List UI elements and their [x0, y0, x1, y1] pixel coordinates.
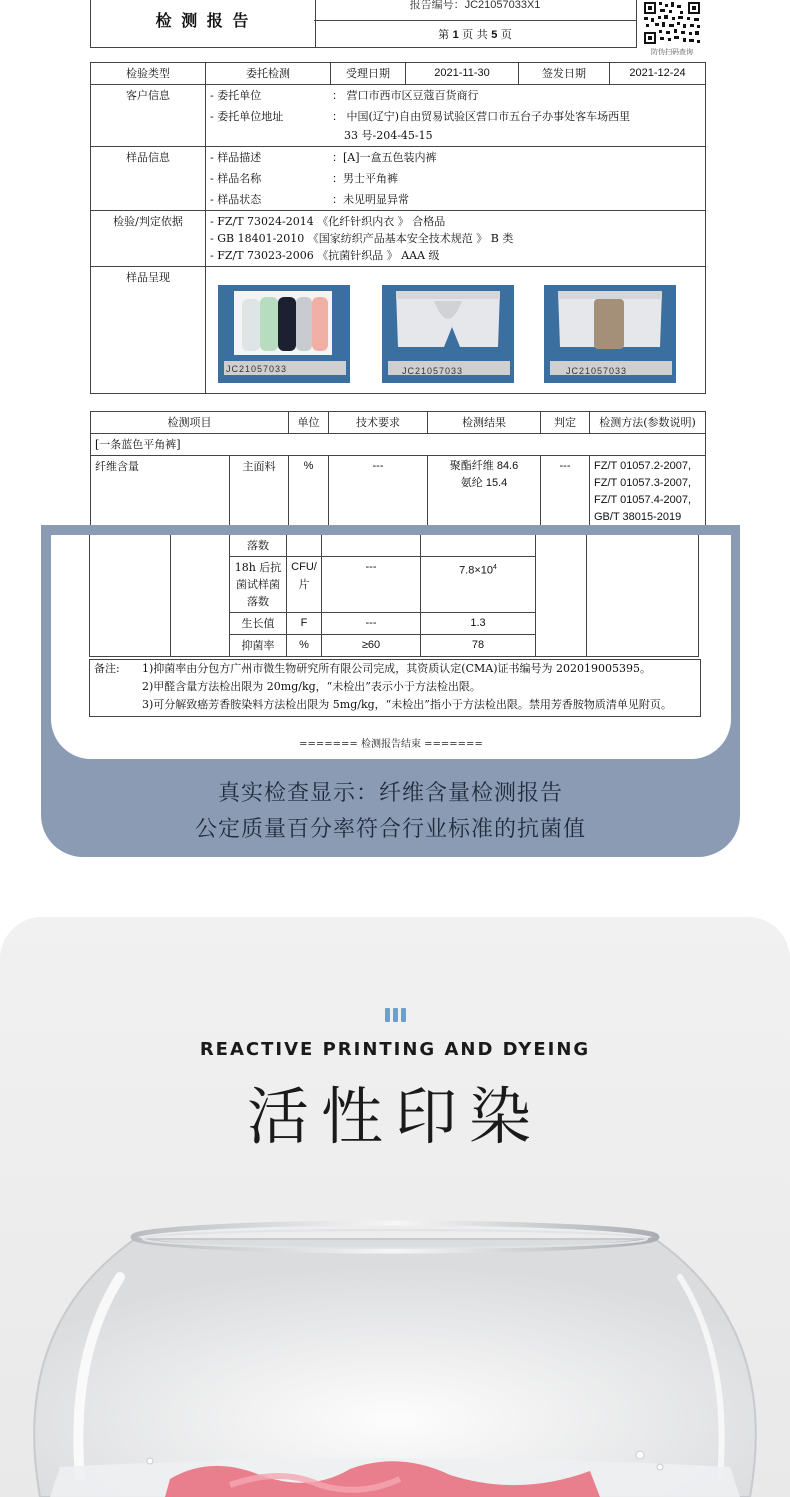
report-info-table: [90, 62, 706, 394]
caption-line-1: 真实检查显示：纤维含量检测报告: [217, 781, 563, 806]
test-report-document: [60, 0, 720, 540]
reactive-dyeing-section: [0, 917, 790, 1497]
report-title: 检 测 报 告: [155, 11, 251, 30]
anti-counterfeit-qr-code: [642, 0, 702, 56]
table-row: 18h 后抗 菌试样菌 落数 CFU/ 片 --- $7.8\times 10^4$: [90, 557, 699, 613]
table-row: 检验/判定依据 - FZ/T 73024-2014 《化纤针织内衣 》 合格品 - GB 18401-2010 《国家纺织产品基本安全技术规范 》 B 类 - FZ/T 73023-2006 《抗菌针织品 》 AAA 级: [91, 211, 706, 267]
sample-photo-inner: [544, 285, 676, 383]
table-row: 落数: [90, 535, 699, 557]
report-notes: 备注: 1)抑菌率由分包方广州市微生物研究所有限公司完成，其资质认定(CMA)证书编号为 202019005395。 2)甲醛含量方法检出限为 20mg/kg，“未检出”表示小于方法检出限。 3)可分解致癌芳香胺染料方法检出限为 5mg/kg，“未检出”指小于方法检出限。禁用芳香胺物质清单见附页。: [89, 659, 701, 717]
water-droplet: [636, 1451, 644, 1459]
table-row: 客户信息 - 委托单位 ： 营口市西市区豆蔻百货商行 - 委托单位地址 ： 中国(辽宁)自由贸易试验区营口市五台子办事处客车场西里 33 号-204-45-15: [91, 85, 706, 147]
results-table: [90, 411, 706, 529]
sample-tag: JC21057033: [226, 364, 288, 374]
antibacterial-table: [89, 535, 699, 657]
section-title: 活性印染: [246, 1080, 543, 1153]
sample-photo-box: [218, 285, 350, 383]
table-row: [一条蓝色平角裤]: [91, 434, 706, 456]
table-row: 抑菌率 % ≥60 78: [90, 635, 699, 657]
caption-line-2: 公定质量百分率符合行业标准的抗菌值: [194, 817, 586, 842]
sample-photo-front: [382, 285, 514, 383]
qr-caption: 防伪扫码查询: [651, 48, 693, 56]
table-row: 检测项目 单位 技术要求 检测结果 判定 检测方法(参数说明): [91, 412, 706, 434]
water-droplet: [147, 1458, 153, 1464]
water-droplet: [657, 1464, 663, 1470]
table-row: 样品信息 - 样品描述 ：[A]一盒五色装内裤 - 样品名称 ：男士平角裤 - 样品状态 ：未见明显异常: [91, 147, 706, 211]
table-row: 生长值 F --- 1.3: [90, 613, 699, 635]
accent-bars-icon: [385, 1008, 409, 1022]
sample-tag: JC21057033: [566, 366, 628, 376]
table-row: 样品呈现 JC21057033 JC21057033 JC21057033: [91, 267, 706, 394]
page-indicator: 第 1 页 共 5 页: [438, 28, 512, 41]
table-row: 检验类型 委托检测 受理日期 2021-11-30 签发日期 2021-12-24: [91, 63, 706, 85]
report-continuation-card: [51, 535, 731, 759]
glass-bowl-illustration: [0, 1217, 790, 1497]
report-number: 报告编号：JC21057033X1: [409, 0, 541, 11]
report-end-marker: ======= 检测报告结束 =======: [299, 739, 483, 750]
sample-tag: JC21057033: [402, 366, 464, 376]
report-number-box: [314, 0, 637, 48]
section-eyebrow: REACTIVE PRINTING AND DYEING: [199, 1039, 591, 1060]
report-title-box: [90, 0, 316, 48]
table-row: 纤维含量 主面料 % --- 聚酯纤维 84.6 氨纶 15.4 --- FZ/T 01057.2-2007, FZ/T 01057.3-2007, FZ/T 01057.4-2007, GB/T 38015-2019: [91, 456, 706, 529]
